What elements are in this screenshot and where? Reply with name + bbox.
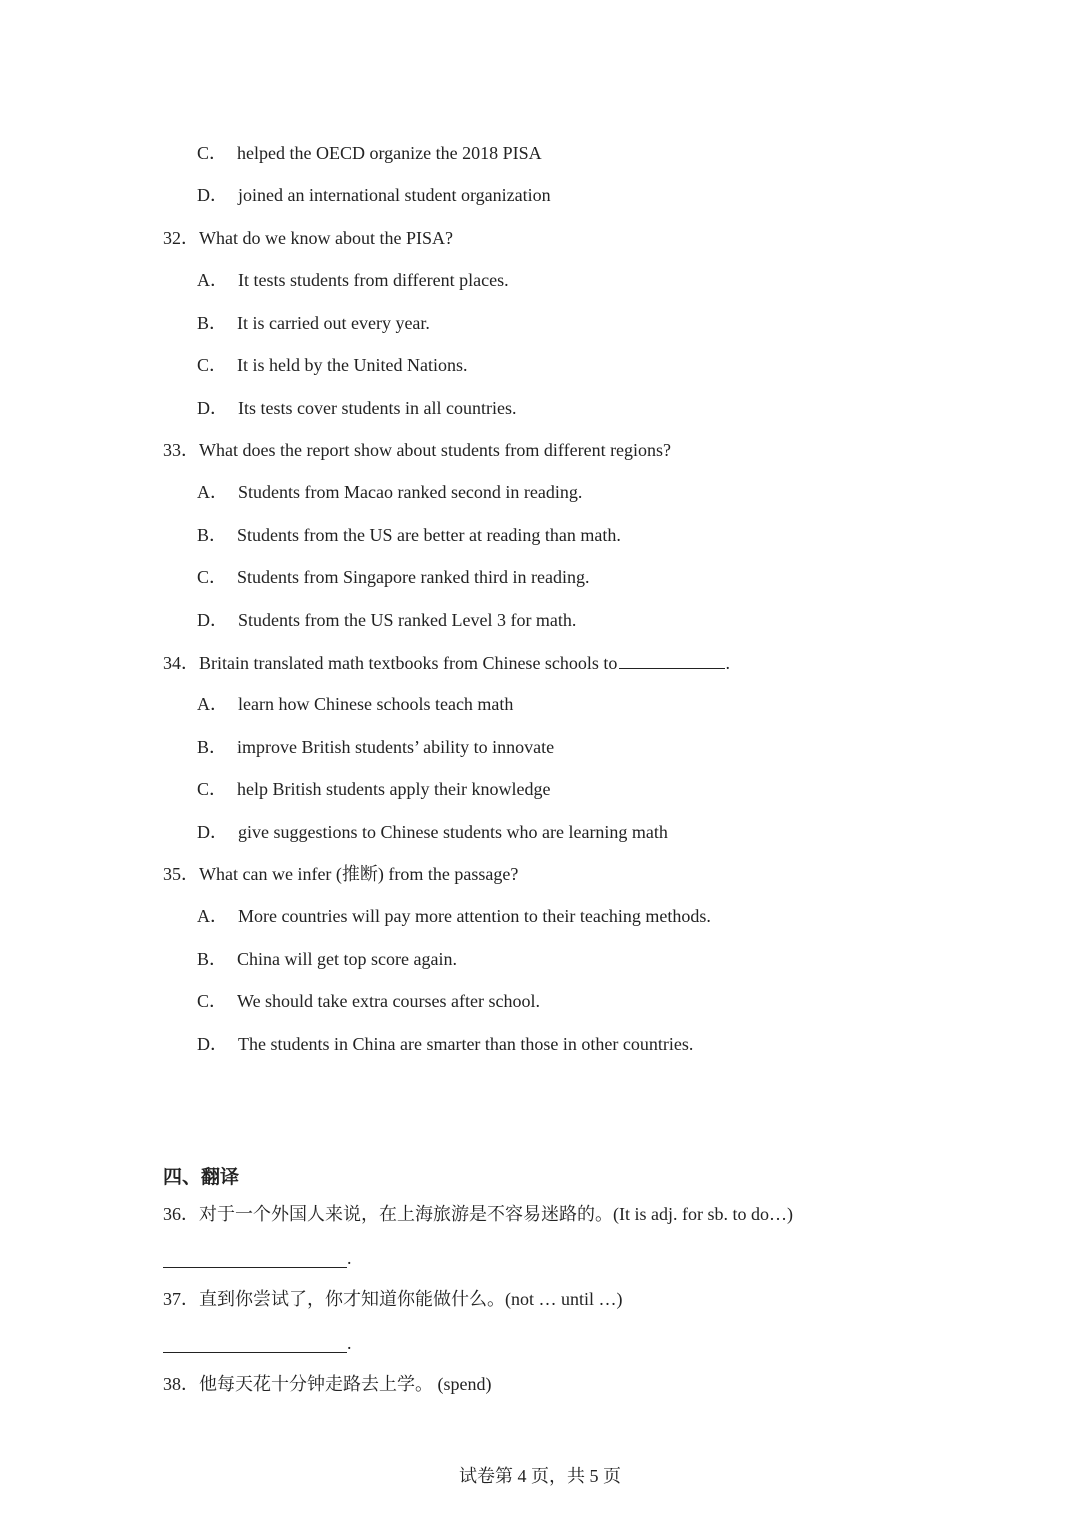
q32-option-c <box>197 353 467 377</box>
q34-option-b <box>197 735 554 759</box>
q33-option-d <box>197 608 576 632</box>
question-text: 他每天花十分钟走路去上学。 (spend) <box>199 1374 492 1394</box>
option-label: D． <box>197 610 228 630</box>
question-number: 37． <box>163 1289 199 1309</box>
question-text: 对于一个外国人来说，在上海旅游是不容易迷路的。(It is adj. for sb. to do…) <box>199 1204 793 1224</box>
q35-option-b <box>197 947 457 971</box>
q34-option-a <box>197 692 513 716</box>
option-label: C． <box>197 355 228 375</box>
option-text: give suggestions to Chinese students who are learning math <box>238 822 668 842</box>
question-33 <box>163 438 671 462</box>
option-text: Students from the US ranked Level 3 for math. <box>238 610 577 630</box>
option-text: Its tests cover students in all countries. <box>238 398 517 418</box>
option-label: D． <box>197 1034 228 1054</box>
q37-answer-end: . <box>347 1333 352 1353</box>
option-label: C． <box>197 567 228 587</box>
option-text: Students from Singapore ranked third in reading. <box>237 567 590 587</box>
q37-answer-line[interactable] <box>163 1328 347 1353</box>
option-text: It is carried out every year. <box>237 313 430 333</box>
question-text: What can we infer (推断) from the passage? <box>199 864 519 884</box>
option-label: B． <box>197 949 228 969</box>
option-text: We should take extra courses after school. <box>237 991 540 1011</box>
option-text: joined an international student organization <box>238 185 551 205</box>
option-text: It is held by the United Nations. <box>237 355 468 375</box>
question-number: 34． <box>163 653 199 673</box>
question-text: What do we know about the PISA? <box>199 228 453 248</box>
option-text: It tests students from different places. <box>238 270 509 290</box>
question-number: 38． <box>163 1374 199 1394</box>
option-text: The students in China are smarter than those in other countries. <box>238 1034 694 1054</box>
option-text: help British students apply their knowledge <box>237 779 551 799</box>
q36-answer-line[interactable] <box>163 1243 347 1268</box>
question-number: 36． <box>163 1204 199 1224</box>
q32-option-a <box>197 268 509 292</box>
q35-option-d <box>197 1032 693 1056</box>
question-end: . <box>725 653 730 673</box>
q34-option-d <box>197 820 668 844</box>
option-label: C． <box>197 143 228 163</box>
option-label: B． <box>197 313 228 333</box>
option-label: A． <box>197 270 228 290</box>
question-38 <box>163 1372 491 1396</box>
answer-blank[interactable] <box>619 650 725 669</box>
q35-option-c <box>197 989 540 1013</box>
page-footer: 试卷第 4 页，共 5 页 <box>459 1466 621 1486</box>
question-37 <box>163 1287 623 1311</box>
option-label: D． <box>197 185 228 205</box>
q32-option-d <box>197 396 516 420</box>
q32-option-b <box>197 311 430 335</box>
q33-option-a <box>197 480 582 504</box>
question-34 <box>163 650 730 674</box>
option-label: D． <box>197 398 228 418</box>
q31-option-c <box>197 141 542 165</box>
q35-option-a <box>197 904 711 928</box>
question-number: 33． <box>163 440 199 460</box>
q34-option-c <box>197 777 550 801</box>
question-text: What does the report show about students from different regions? <box>199 440 672 460</box>
q31-option-d <box>197 183 551 207</box>
option-label: C． <box>197 991 228 1011</box>
option-text: More countries will pay more attention to their teaching methods. <box>238 906 711 926</box>
option-label: D． <box>197 822 228 842</box>
option-label: A． <box>197 906 228 926</box>
q36-answer-end: . <box>347 1248 352 1268</box>
option-text: learn how Chinese schools teach math <box>238 694 514 714</box>
option-text: China will get top score again. <box>237 949 457 969</box>
option-label: C． <box>197 779 228 799</box>
question-36 <box>163 1202 793 1226</box>
option-text: helped the OECD organize the 2018 PISA <box>237 143 542 163</box>
option-label: B． <box>197 737 228 757</box>
question-32 <box>163 226 453 250</box>
question-text: Britain translated math textbooks from Chinese schools to <box>199 653 618 673</box>
option-label: B． <box>197 525 228 545</box>
option-label: A． <box>197 482 228 502</box>
q33-option-b <box>197 523 621 547</box>
question-number: 35． <box>163 864 199 884</box>
question-35 <box>163 862 518 886</box>
section-title: 四、翻译 <box>163 1167 240 1188</box>
q33-option-c <box>197 565 589 589</box>
question-number: 32． <box>163 228 199 248</box>
question-text: 直到你尝试了，你才知道你能做什么。(not … until …) <box>199 1289 623 1309</box>
option-text: Students from Macao ranked second in reading. <box>238 482 583 502</box>
option-label: A． <box>197 694 228 714</box>
option-text: Students from the US are better at reading than math. <box>237 525 621 545</box>
option-text: improve British students’ ability to innovate <box>237 737 555 757</box>
